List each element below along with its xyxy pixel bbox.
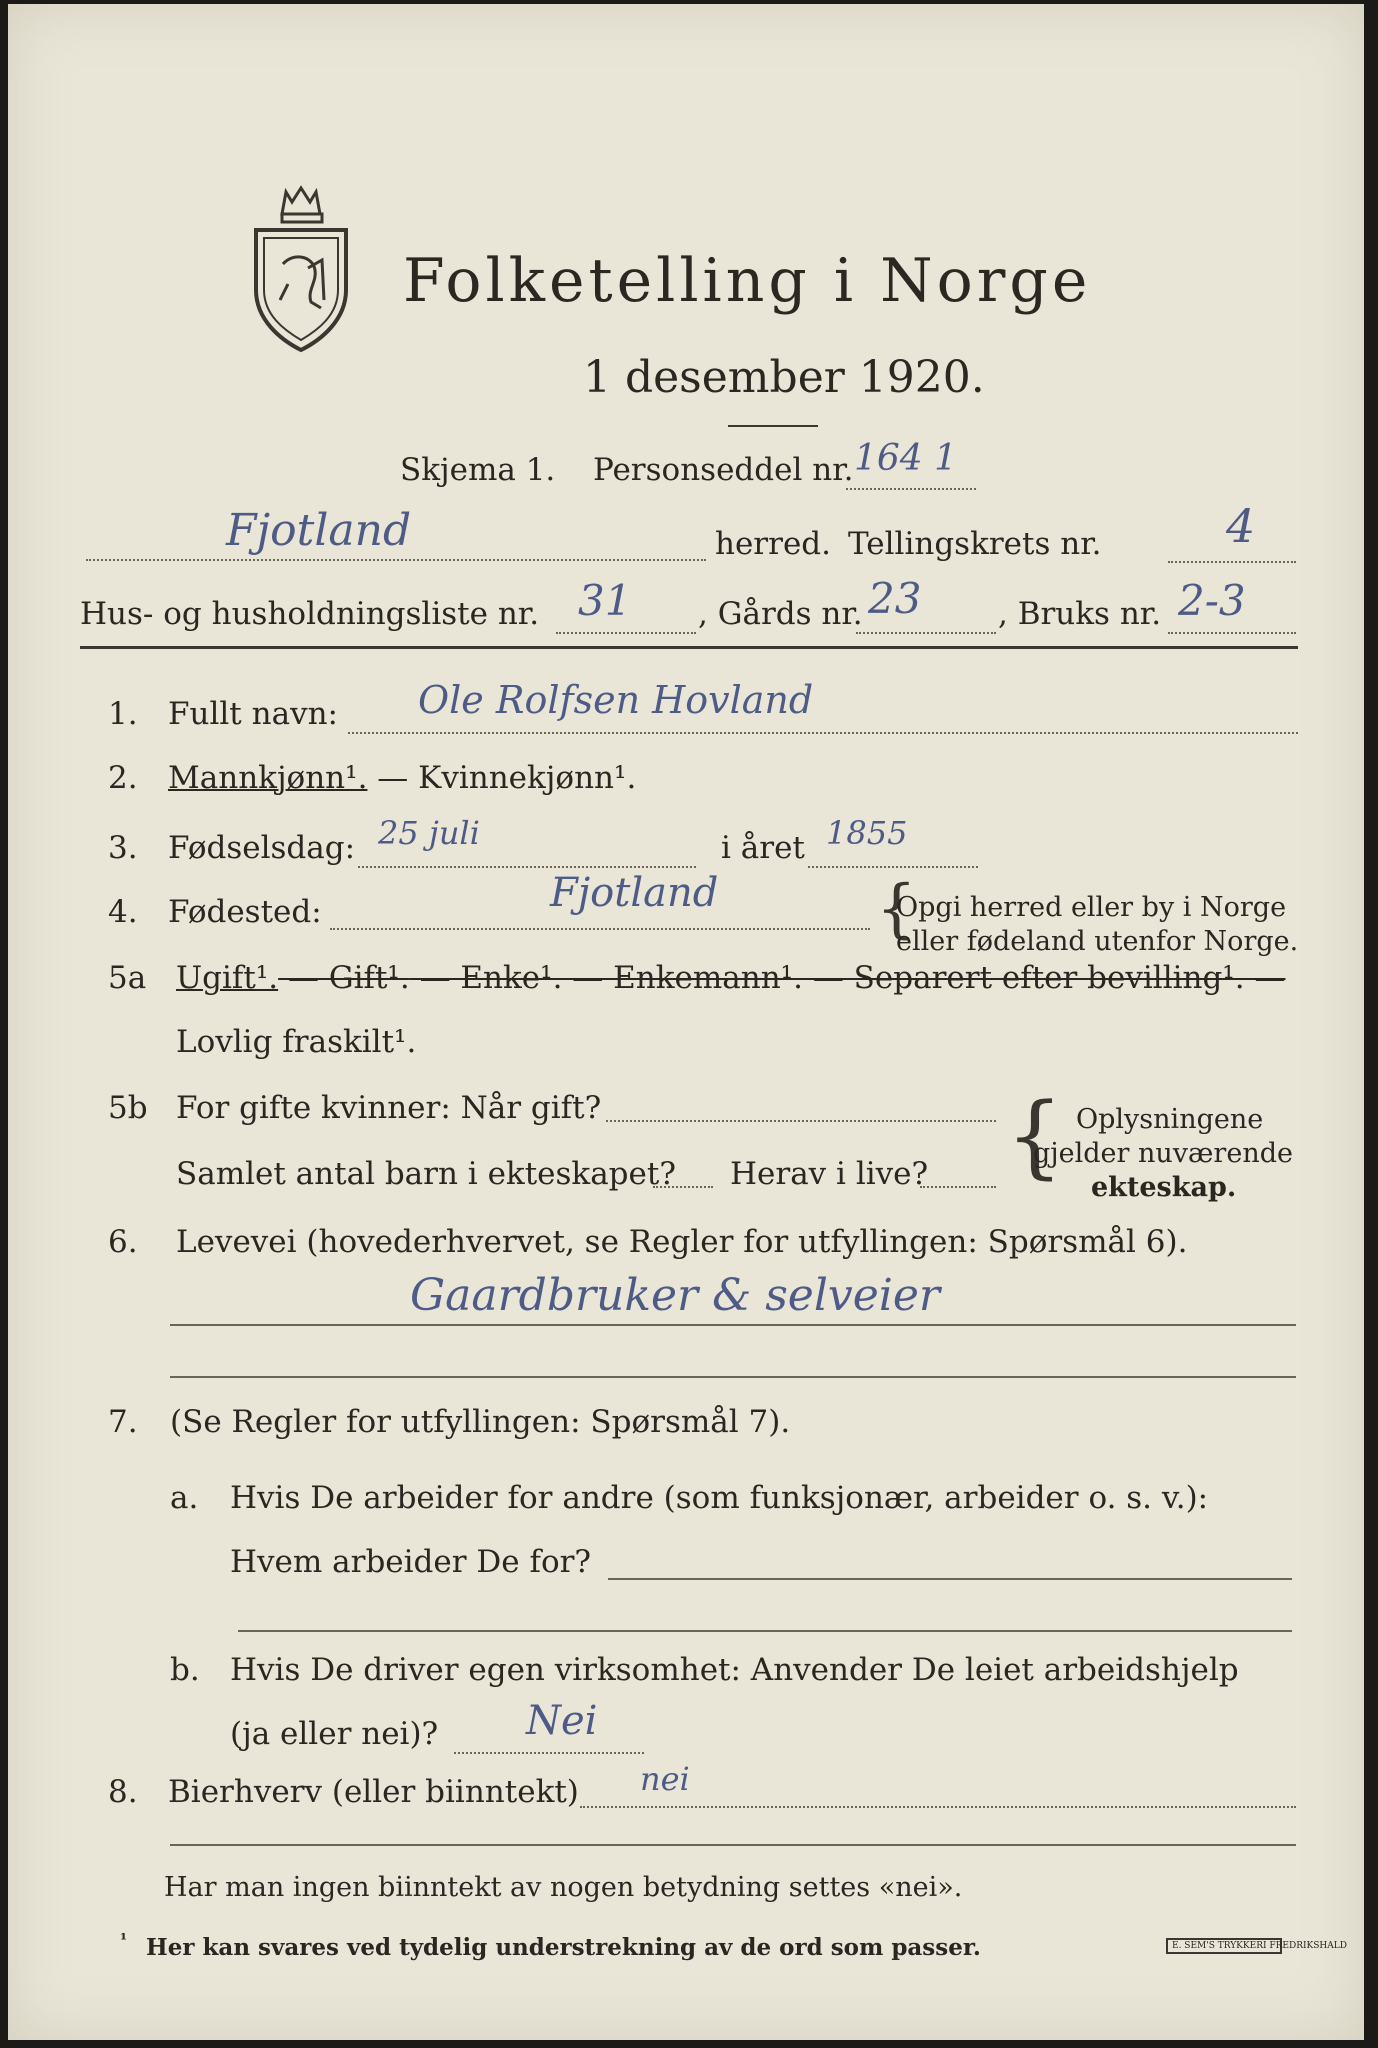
marital-options [176,960,1285,996]
q7b-question: (ja eller nei)? [230,1716,439,1752]
birth-year-value: 1855 [826,814,908,852]
married-when-field[interactable] [606,1084,996,1122]
q3-label: Fødselsdag: [168,830,356,866]
gards-value: 23 [868,574,922,623]
hired-help-field[interactable] [454,1698,644,1754]
q7b-letter: b. [170,1652,200,1688]
nei-instruction: Har man ingen biinntekt av nogen betydning settes «nei». [164,1872,963,1903]
full-name-field[interactable] [348,678,1298,734]
herred-field[interactable] [86,505,706,561]
birthplace-field[interactable] [330,870,870,930]
sex-option-female[interactable]: Kvinnekjønn¹. [418,760,637,796]
q7b-text: Hvis De driver egen virksomhet: Anvender De leiet arbeidshjelp [230,1652,1239,1688]
q1-number: 1. [108,696,138,732]
occupation-value: Gaardbruker & selveier [410,1270,940,1321]
q8-label: Bierhverv (eller biinntekt) [168,1774,579,1810]
q5a-number: 5a [108,960,147,996]
q6-number: 6. [108,1224,138,1260]
side-income-field[interactable] [580,1760,1296,1808]
hus-label: Hus- og husholdningsliste nr. [80,596,540,632]
year-label: i året [721,830,805,866]
q7-number: 7. [108,1404,138,1440]
form-title: Folketelling i Norge [403,246,1092,316]
sex-options: Mannkjønn¹. — Kvinnekjønn¹. [168,760,637,796]
birthplace-value: Fjotland [550,870,719,916]
herred-label: herred. [715,526,831,562]
q7a-question: Hvem arbeider De for? [230,1544,592,1580]
birthplace-note-1: Opgi herred eller by i Norge [896,892,1287,923]
footnote-mark: ¹ [120,1930,128,1949]
birthplace-note-2: eller fødeland utenfor Norge. [896,926,1299,957]
occupation-field[interactable] [170,1270,1296,1326]
hus-field[interactable] [556,576,696,634]
census-date: 1 desember 1920. [583,352,985,403]
full-name-value: Ole Rolfsen Hovland [418,678,814,722]
hired-help-value: Nei [526,1698,598,1744]
coat-of-arms-icon [248,184,354,354]
hus-value: 31 [578,576,632,625]
q5b-label: For gifte kvinner: Når gift? [176,1090,602,1126]
marital-enkemann[interactable]: — Enkemann¹. [562,960,803,996]
marriage-note-1: Oplysningene [1076,1104,1264,1135]
birth-year-field[interactable] [808,814,978,868]
side-income-value: nei [640,1760,690,1798]
birthday-field[interactable] [358,814,696,868]
personseddel-field[interactable] [846,438,976,490]
footnote-text: Her kan svares ved tydelig understrekning av de ord som passer. [146,1934,981,1961]
skjema-label: Skjema 1. [400,452,556,488]
bruks-value: 2-3 [1178,576,1246,625]
q6-label: Levevei (hovederhvervet, se Regler for utfyllingen: Spørsmål 6). [176,1224,1188,1260]
q2-number: 2. [108,760,138,796]
bruks-label: , Bruks nr. [998,596,1162,632]
marriage-note-3: ekteskap. [1091,1172,1237,1203]
marital-separert[interactable]: — Separert efter bevilling¹. — [802,960,1286,996]
employer-field[interactable] [608,1540,1292,1580]
tellingskrets-value: 4 [1226,499,1256,553]
bruks-field[interactable] [1168,576,1296,634]
q4-label: Fødested: [168,894,322,930]
tellingskrets-label: Tellingskrets nr. [848,526,1102,562]
gards-label: , Gårds nr. [698,596,863,632]
personseddel-label: Personseddel nr. [593,452,854,488]
tellingskrets-field[interactable] [1168,499,1296,563]
children-label: Samlet antal barn i ekteskapet? [176,1156,676,1192]
marriage-note-2: gjelder nuværende [1033,1138,1293,1169]
birthday-value: 25 juli [378,814,480,852]
q1-label: Fullt navn: [168,696,338,732]
sex-option-male[interactable]: Mannkjønn¹. [168,760,368,796]
q7a-letter: a. [170,1480,199,1516]
q4-number: 4. [108,894,138,930]
marital-fraskilt[interactable]: Lovlig fraskilt¹. [176,1024,417,1060]
marital-enke[interactable]: — Enke¹. [409,960,563,996]
herred-value: Fjotland [226,505,412,556]
marital-ugift[interactable]: Ugift¹. [176,960,279,996]
children-field[interactable] [653,1150,713,1188]
q5b-number: 5b [108,1090,148,1126]
gards-field[interactable] [856,574,996,634]
q8-number: 8. [108,1774,138,1810]
q7a-text: Hvis De arbeider for andre (som funksjonær, arbeider o. s. v.): [230,1480,1209,1516]
personseddel-value: 164 1 [854,438,958,479]
marital-gift[interactable]: — Gift¹. [278,960,410,996]
printer-stamp: E. SEM'S TRYKKERI FREDRIKSHALD [1166,1938,1282,1954]
alive-label: Herav i live? [730,1156,929,1192]
alive-field[interactable] [920,1150,996,1188]
q3-number: 3. [108,830,138,866]
census-form: Folketelling i Norge 1 desember 1920. Skjema 1. Personseddel nr. 164 1 Fjotland herred. Tellingskrets nr. 4 Hus- og husholdningsliste nr. 31 , Gårds nr. 23 , Bruks nr. 2-3 1. Fullt navn: Ole Rolfsen Hovland 2. Mannkjønn¹. — Kvinnekjønn¹. 3. Fødselsdag: 25 juli i året 1855 4. Fødested: Fjotland { Opgi herred eller by i Norge eller fødeland utenfor Norge. 5a Ugift¹. — Gift¹. — Enke¹. — Enkemann¹. — Separert efter bevilling¹. — Lovlig fraskilt¹. 5b For gifte kvinner: Når gift? Samlet antal barn i ekteskapet? Herav i live? { Oplysningene gjelder nuværende ekteskap. 6. Levevei (hovederhvervet, se Regler for utfyllingen: Spørsmål 6). Gaardbruker & selveier 7. (Se Regler for utfyllingen: Spørsmål 7). a. Hvis De arbeider for andre (som funksjonær, arbeider o. s. v.): Hvem arbeider De for? b. Hvis De driver egen virksomhet: Anvender De leiet arbeidshjelp (ja eller nei)? Nei 8. Bierhverv (eller biinntekt) nei Har man ingen biinntekt av nogen betydning settes «nei». ¹ Her kan svares ved tydelig understrekning av de ord som passer. E. SEM'S TRYKKERI FREDRIKSHALD [8,4,1364,2040]
q7-label: (Se Regler for utfyllingen: Spørsmål 7). [170,1404,791,1440]
